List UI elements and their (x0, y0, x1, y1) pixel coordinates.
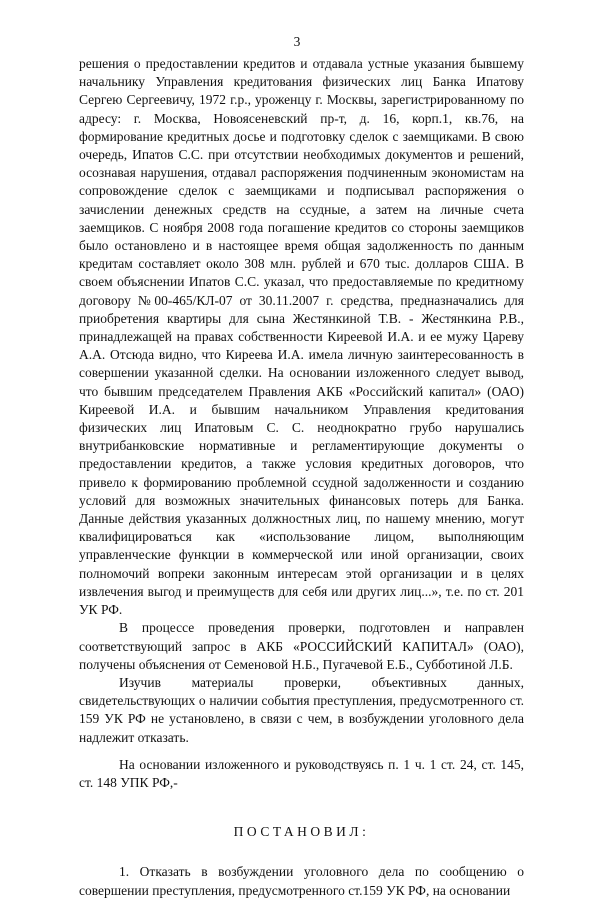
paragraph-resolution-item-1: 1. Отказать в возбуждении уголовного дела по сообщению о совершении преступления, предусмотренного ст.159 УК РФ, на основании (79, 864, 524, 898)
paragraph-conclusion: Изучив материалы проверки, объективных данных, свидетельствующих о наличии события преступления, предусмотренного ст. 159 УК РФ не установлено, в связи с чем, в возбуждении уголовного дела надлежит отказать. (79, 674, 524, 745)
paragraph-inquiry: В процессе проведения проверки, подготовлен и направлен соответствующий запрос в АКБ «РОССИЙСКИЙ КАПИТАЛ» (ОАО), получены объяснения от Семеновой Н.Б., Пугачевой Е.Б., Субботиной Л.Б. (79, 620, 524, 672)
document-body (79, 55, 524, 900)
resolution-heading: ПОСТАНОВИЛ: (233, 824, 370, 840)
paragraph-findings: решения о предоставлении кредитов и отдавала устные указания бывшему начальнику Управления кредитования физических лиц Банка Ипатову Сергею Сергеевичу, 1972 г.р., уроженцу г. Москвы, зарегистрированному по адресу: г. Москва, Новоясеневский пр-т, д. 16, корп.1, кв.76, на формирование кредитных досье и подготовку сделок с заемщиками. В свою очередь, Ипатов С.С. при отсутствии необходимых документов и решений, осознавая нарушения, отдавал распоряжения подчиненным экономистам на сопровождение сделок с заемщиками и подписывал распоряжения о зачислении денежных средств на ссудные, а затем на личные счета заемщиков. С ноября 2008 года погашение кредитов со стороны заемщиков было остановлено и в настоящее время общая задолженность по данным кредитам составляет около 308 млн. рублей и 670 тыс. долларов США. В своем объяснении Ипатов С.С. указал, что предоставляемые по кредитному договору №00-465/КЛ-07 от 30.11.2007 г. средства, предназначались для приобретения квартиры для сына Жестянкиной Т.В. - Жестянкина Р.В., принадлежащей на правах собственности Киреевой И.А. и ее мужу Цареву А.А. Отсюда видно, что Киреева И.А. имела личную заинтересованность в совершении указанной сделки. На основании изложенного следует вывод, что бывшим председателем Правления АКБ «Российский капитал» (ОАО) Киреевой И.А. и бывшим начальником Управления кредитования физических лиц Ипатовым С. С. неоднократно грубо нарушались внутрибанковские нормативные и регламентирующие документы о предоставлении кредитов, а также условия кредитных договоров, что привело к формированию проблемной ссудной задолженности и созданию условий для возможных значительных финансовых потерь для Банка. Данные действия указанных должностных лиц, по нашему мнению, могут квалифицироваться как «использование лицом, выполняющим управленческие функции в коммерческой или иной организации, своих полномочий вопреки законным интересам этой организации и в целях извлечения выгод и преимуществ для себя или других лиц...», т.е. по ст. 201 УК РФ. (79, 56, 524, 618)
page-number: 3 (293, 34, 301, 49)
paragraph-legal-basis: На основании изложенного и руководствуясь п. 1 ч. 1 ст. 24, ст. 145, ст. 148 УПК РФ,- (79, 756, 524, 790)
